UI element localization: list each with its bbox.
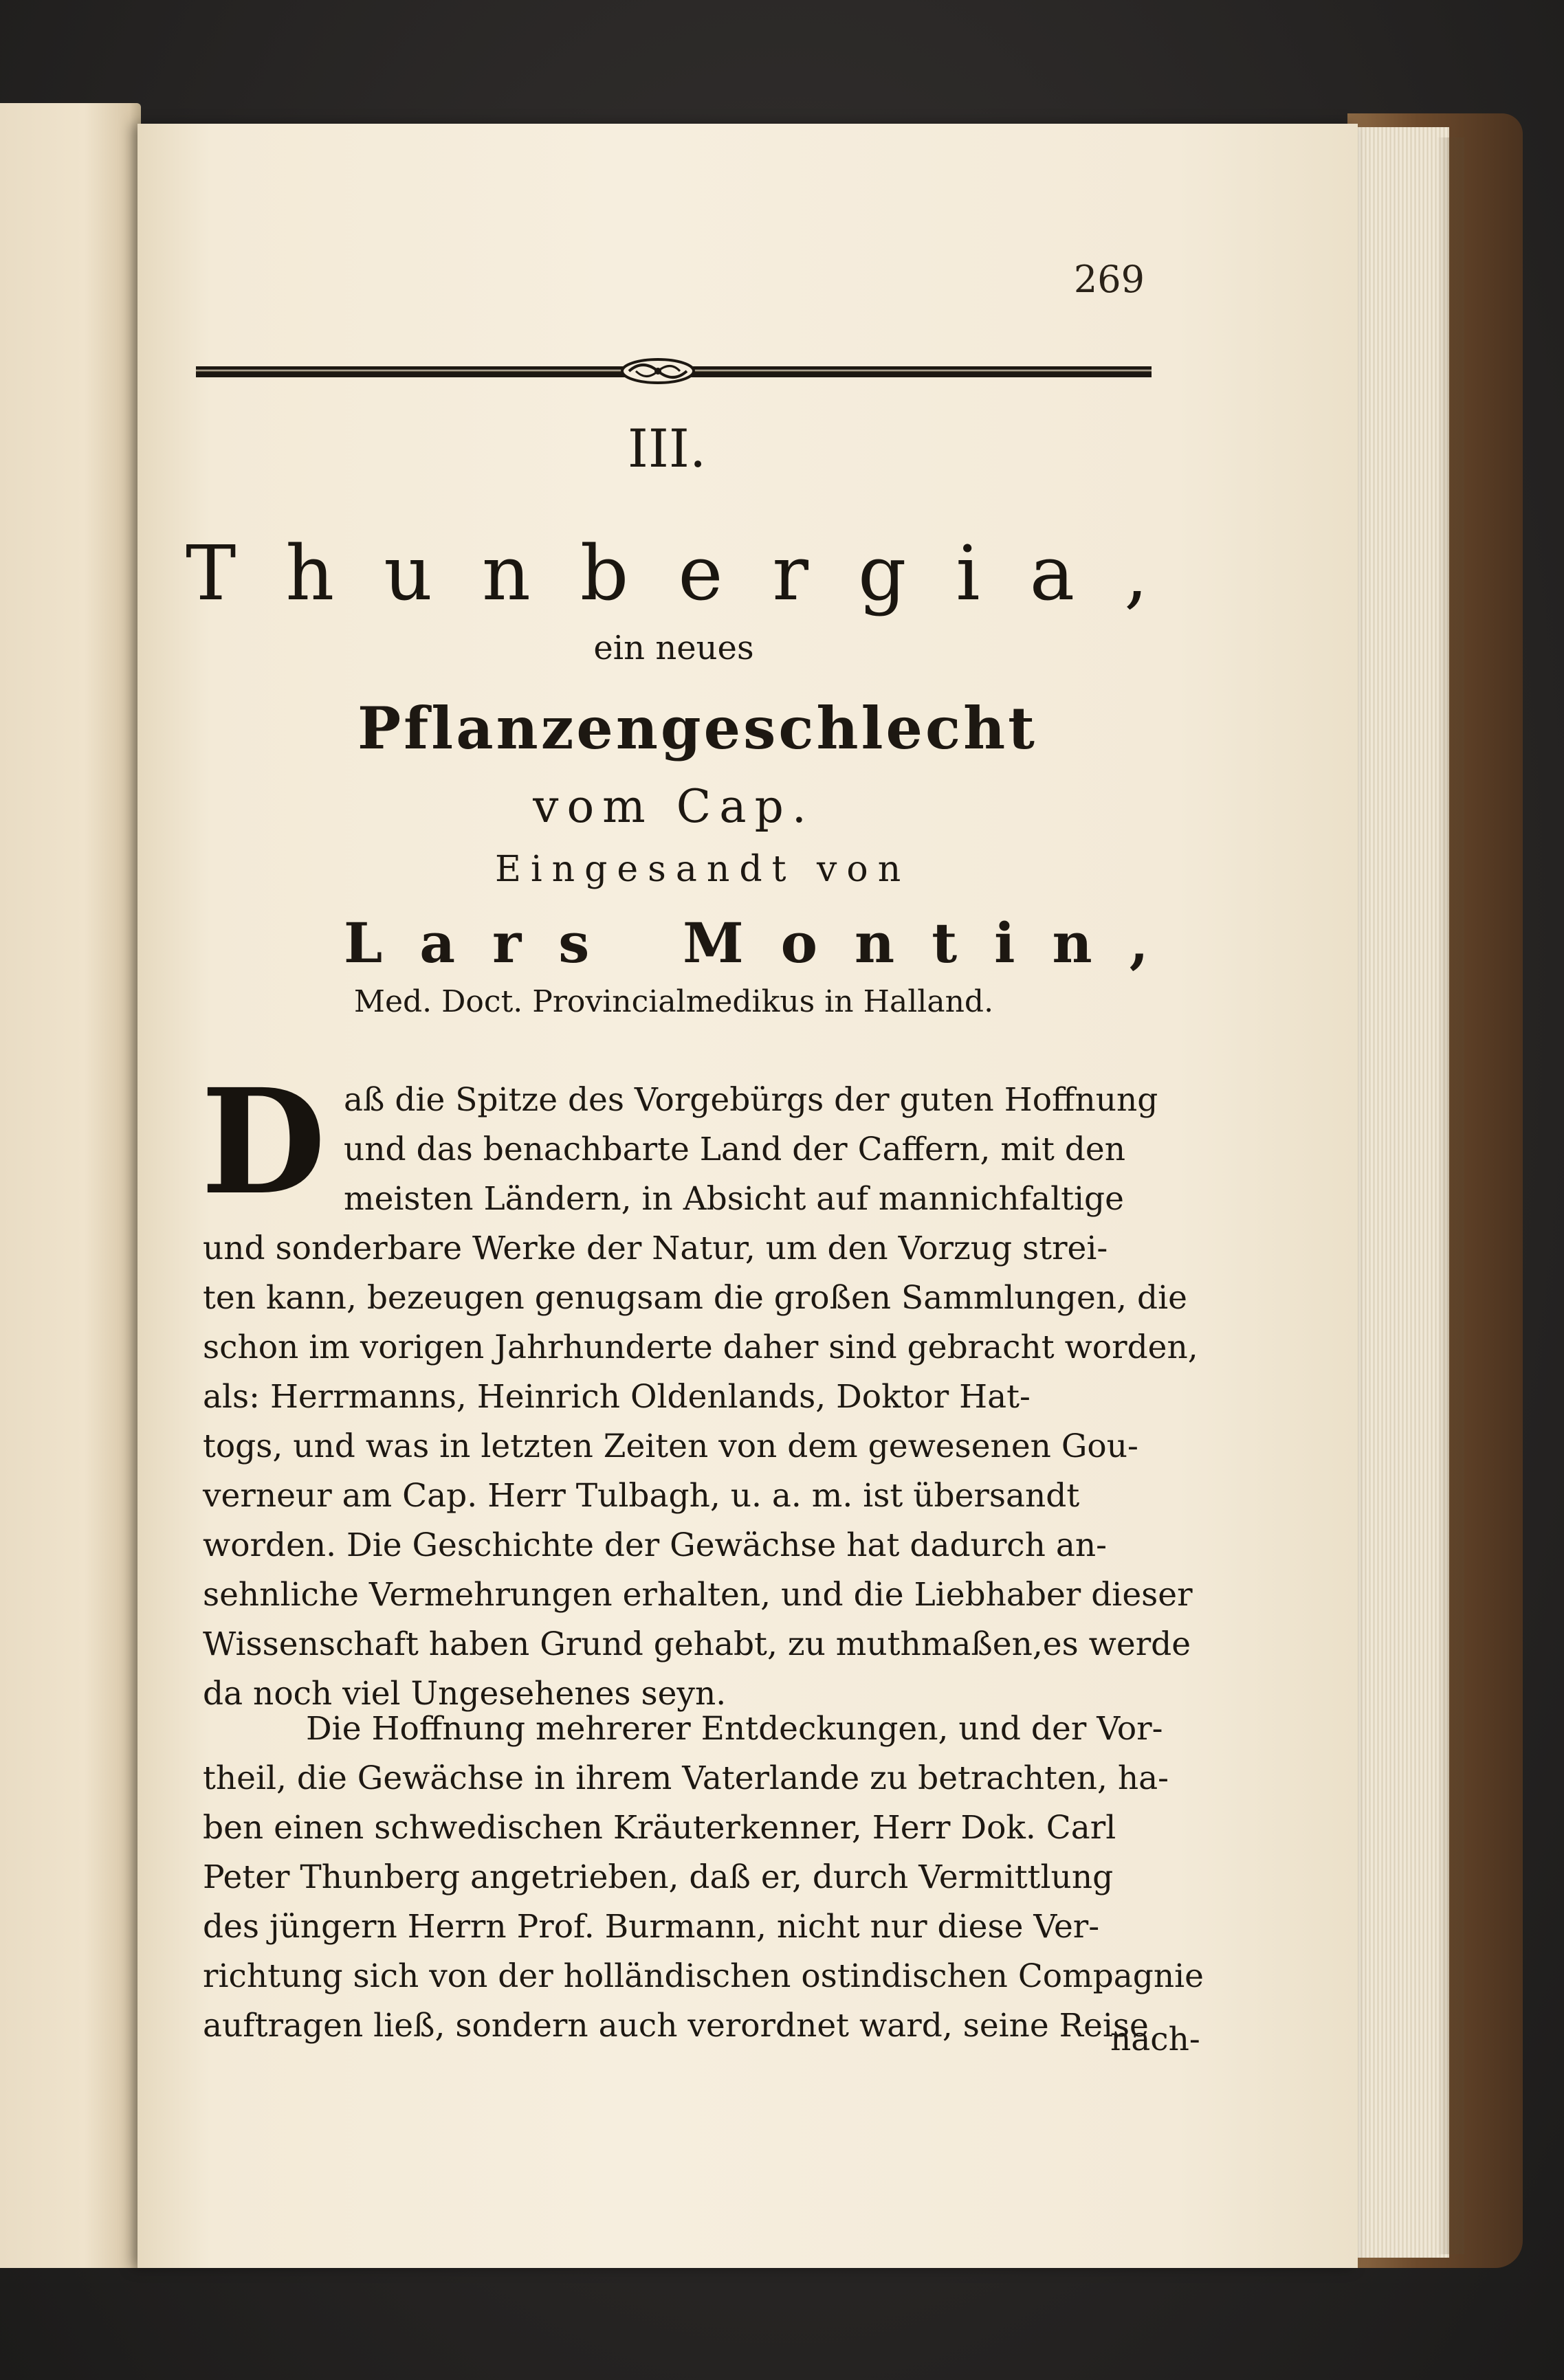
page-number: 269: [1073, 258, 1145, 301]
subtitle-line-2: Pflanzengeschlecht: [357, 694, 1037, 762]
page-fore-edge: [1346, 127, 1449, 2258]
subtitle-line-4: Eingesandt von: [495, 849, 911, 890]
text-line: Peter Thunberg angetrieben, daß er, durch Vermittlung: [203, 1858, 1114, 1896]
text-line: worden. Die Geschichte der Gewächse hat dadurch an-: [203, 1526, 1107, 1564]
subtitle-line-3: vom Cap.: [533, 780, 815, 833]
text-line: togs, und was in letzten Zeiten von dem gewesenen Gou-: [203, 1427, 1138, 1465]
paragraph-1: [201, 1057, 1198, 1719]
author-name: Lars Montin,: [344, 911, 1186, 975]
text-line: als: Herrmanns, Heinrich Oldenlands, Doktor Hat-: [203, 1378, 1031, 1416]
text-line: da noch viel Ungesehenes seyn.: [203, 1675, 727, 1713]
text-line: theil, die Gewächse in ihrem Vaterlande zu betrachten, ha-: [203, 1759, 1169, 1797]
text-line: aß die Spitze des Vorgebürgs der guten Hoffnung: [344, 1081, 1158, 1119]
text-line: und sonderbare Werke der Natur, um den Vorzug strei-: [203, 1230, 1108, 1267]
catchword: nach-: [1110, 2021, 1200, 2058]
drop-cap: D: [201, 1057, 327, 1227]
author-affiliation: Med. Doct. Provincialmedikus in Halland.: [353, 984, 994, 1019]
text-line: richtung sich von der holländischen ostindischen Compagnie: [203, 1957, 1204, 1995]
paragraph-2: [203, 1704, 1204, 2051]
text-line: schon im vorigen Jahrhunderte daher sind gebracht worden,: [203, 1328, 1198, 1366]
subtitle-line-1: ein neues: [593, 629, 754, 667]
ornamental-rule: [196, 357, 1152, 385]
text-line: Die Hoffnung mehrerer Entdeckungen, und der Vor-: [306, 1710, 1163, 1748]
text-line: sehnliche Vermehrungen erhalten, und die Liebhaber dieser: [203, 1576, 1193, 1614]
text-line: auftragen ließ, sondern auch verordnet ward, seine Reise: [203, 2007, 1149, 2045]
text-line: Wissenschaft haben Grund gehabt, zu muthmaßen,es werde: [203, 1625, 1191, 1663]
text-line: des jüngern Herrn Prof. Burmann, nicht nur diese Ver-: [203, 1908, 1100, 1946]
chapter-number: III.: [627, 418, 707, 479]
fore-edge-shadow: [1437, 137, 1464, 2254]
text-line: ben einen schwedischen Kräuterkenner, Herr Dok. Carl: [203, 1809, 1116, 1847]
text-line: ten kann, bezeugen genugsam die großen Sammlungen, die: [203, 1279, 1187, 1317]
text-line: verneur am Cap. Herr Tulbagh, u. a. m. ist übersandt: [203, 1477, 1080, 1515]
page-title: Thunbergia,: [186, 529, 1198, 617]
text-line: meisten Ländern, in Absicht auf mannichfaltige: [344, 1180, 1124, 1218]
facing-page: [0, 103, 141, 2268]
text-line: und das benachbarte Land der Caffern, mit den: [344, 1131, 1125, 1168]
